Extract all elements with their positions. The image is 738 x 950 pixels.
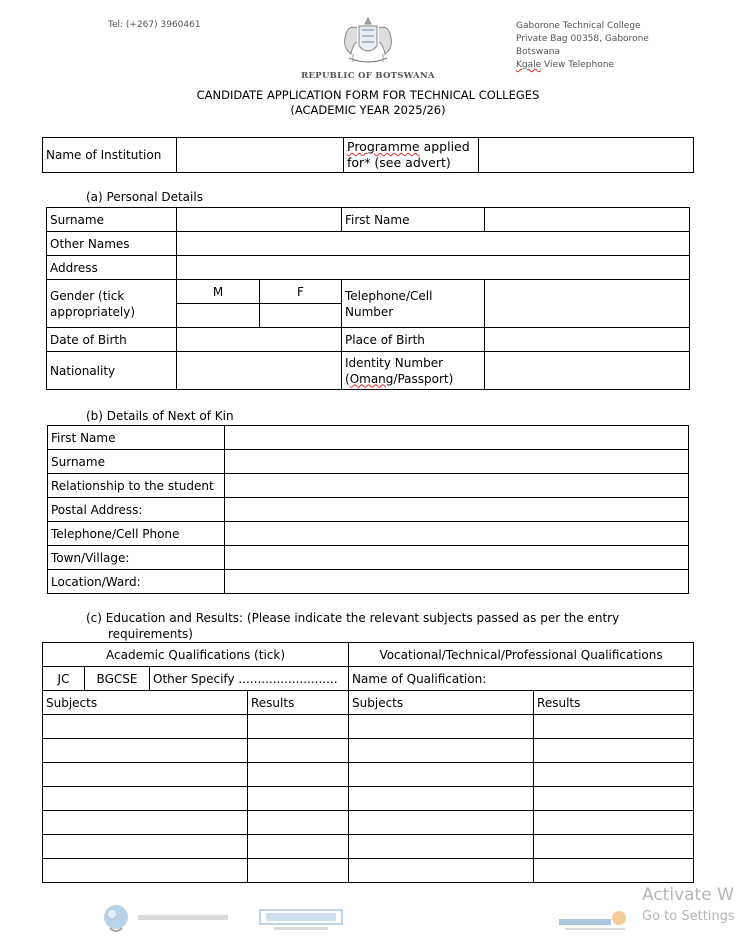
result-cell[interactable] [534, 715, 694, 739]
other-names-input[interactable] [177, 232, 690, 256]
subject-cell[interactable] [349, 787, 534, 811]
kin-town-input[interactable] [225, 546, 689, 570]
kin-postal-label: Postal Address: [48, 498, 225, 522]
result-cell[interactable] [534, 763, 694, 787]
vocational-subjects-header: Subjects [349, 691, 534, 715]
form-title: CANDIDATE APPLICATION FORM FOR TECHNICAL COLLEGES [196, 88, 540, 102]
pob-label: Place of Birth [342, 328, 485, 352]
table-row [43, 835, 694, 859]
institution-label: Name of Institution [43, 138, 177, 173]
subject-cell[interactable] [349, 835, 534, 859]
next-of-kin-heading: (b) Details of Next of Kin [86, 409, 234, 423]
dob-label: Date of Birth [47, 328, 177, 352]
table-row [43, 859, 694, 883]
activate-windows-watermark: Activate W [642, 885, 734, 905]
result-cell[interactable] [248, 715, 349, 739]
personal-details-heading: (a) Personal Details [86, 190, 203, 204]
identity-omang: Omang [349, 371, 394, 386]
table-row [43, 763, 694, 787]
programme-applied: applied [419, 139, 470, 154]
subject-cell[interactable] [349, 811, 534, 835]
result-cell[interactable] [248, 787, 349, 811]
result-cell[interactable] [534, 811, 694, 835]
gender-label-line2: appropriately) [50, 304, 136, 319]
education-table [42, 642, 694, 883]
jc-option[interactable]: JC [43, 667, 85, 691]
subject-cell[interactable] [349, 715, 534, 739]
telephone-line2: Number [345, 304, 394, 319]
telephone-label [342, 280, 485, 328]
vocational-results-header: Results [534, 691, 694, 715]
address-line-2: Private Bag 00358, Gaborone [516, 34, 649, 44]
next-of-kin-table [47, 425, 689, 594]
result-cell[interactable] [248, 811, 349, 835]
academic-results-header: Results [248, 691, 349, 715]
vision-logo-icon [258, 908, 344, 934]
gender-male-tick[interactable] [177, 304, 260, 328]
programme-word: Programme [347, 139, 420, 154]
kin-location-label: Location/Ward: [48, 570, 225, 594]
kin-telephone-label: Telephone/Cell Phone [48, 522, 225, 546]
institution-input[interactable] [177, 138, 344, 173]
subject-cell[interactable] [43, 715, 248, 739]
address-label: Address [47, 256, 177, 280]
kin-first-name-input[interactable] [225, 426, 689, 450]
kin-postal-input[interactable] [225, 498, 689, 522]
republic-label: REPUBLIC OF BOTSWANA [301, 71, 435, 81]
go-to-settings-watermark[interactable]: Go to Settings [642, 909, 735, 924]
header-telephone: Tel: (+267) 3960461 [108, 20, 201, 30]
identity-passport: /Passport) [393, 371, 454, 386]
identity-line1: Identity Number [345, 355, 444, 370]
pob-input[interactable] [485, 328, 690, 352]
coat-of-arms-icon [335, 14, 401, 68]
form-subtitle: (ACADEMIC YEAR 2025/26) [290, 103, 446, 117]
subject-cell[interactable] [43, 763, 248, 787]
personal-details-table [46, 207, 690, 390]
nationality-label: Nationality [47, 352, 177, 390]
gender-label-line1: Gender (tick [50, 288, 125, 303]
table-row [43, 811, 694, 835]
other-specify-option[interactable]: Other Specify .......................... [150, 667, 349, 691]
identity-input[interactable] [485, 352, 690, 390]
identity-label: Identity Number (Omang/Passport) [342, 352, 485, 390]
vocational-qualifications-header: Vocational/Technical/Professional Qualifications [349, 643, 694, 667]
ideas-bulb-logo-icon [98, 902, 238, 936]
other-names-label: Other Names [47, 232, 177, 256]
telephone-line1: Telephone/Cell [345, 288, 433, 303]
kin-telephone-input[interactable] [225, 522, 689, 546]
kin-relationship-input[interactable] [225, 474, 689, 498]
result-cell[interactable] [248, 835, 349, 859]
name-of-qualification-label: Name of Qualification: [349, 667, 694, 691]
education-heading [86, 610, 646, 642]
academic-subjects-header: Subjects [43, 691, 248, 715]
kin-surname-input[interactable] [225, 450, 689, 474]
gender-label [47, 280, 177, 328]
table-row [43, 715, 694, 739]
programme-see-advert: for* (see advert) [347, 155, 451, 170]
gender-female-tick[interactable] [260, 304, 342, 328]
subject-cell[interactable] [43, 859, 248, 883]
subject-cell[interactable] [43, 739, 248, 763]
result-cell[interactable] [534, 859, 694, 883]
subject-cell[interactable] [349, 763, 534, 787]
surname-label: Surname [47, 208, 177, 232]
result-cell[interactable] [534, 739, 694, 763]
result-cell[interactable] [534, 787, 694, 811]
botswana-logo-icon [555, 908, 637, 934]
education-heading-line1: (c) Education and Results: (Please indicate the relevant subjects passed as per the entry [86, 611, 620, 625]
address-line-4 [516, 59, 649, 72]
kin-relationship-label: Relationship to the student [48, 474, 225, 498]
result-cell[interactable] [248, 859, 349, 883]
address-input[interactable] [177, 256, 690, 280]
kin-first-name-label: First Name [48, 426, 225, 450]
subject-cell[interactable] [349, 859, 534, 883]
gender-male-label: M [177, 280, 260, 304]
academic-qualifications-header: Academic Qualifications (tick) [43, 643, 349, 667]
subject-cell[interactable] [349, 739, 534, 763]
gender-female-label: F [260, 280, 342, 304]
kin-town-label: Town/Village: [48, 546, 225, 570]
subject-cell[interactable] [43, 835, 248, 859]
table-row [43, 739, 694, 763]
kin-location-input[interactable] [225, 570, 689, 594]
dob-input[interactable] [177, 328, 342, 352]
bgcse-option[interactable]: BGCSE [85, 667, 150, 691]
telephone-input[interactable] [485, 280, 690, 328]
table-row [43, 787, 694, 811]
address-view-telephone: View Telephone [541, 60, 614, 70]
nationality-input[interactable] [177, 352, 342, 390]
result-cell[interactable] [248, 763, 349, 787]
first-name-input[interactable] [485, 208, 690, 232]
kin-surname-label: Surname [48, 450, 225, 474]
institution-table [42, 137, 694, 173]
first-name-label: First Name [342, 208, 485, 232]
address-line-1: Gaborone Technical College [516, 21, 641, 31]
subject-cell[interactable] [43, 811, 248, 835]
result-cell[interactable] [534, 835, 694, 859]
college-address [516, 20, 649, 72]
address-line-3: Botswana [516, 47, 560, 57]
programme-input[interactable] [479, 138, 694, 173]
programme-label [344, 138, 479, 173]
address-kgale: Kgale [516, 60, 542, 70]
subject-cell[interactable] [43, 787, 248, 811]
result-cell[interactable] [248, 739, 349, 763]
education-heading-line2: requirements) [108, 627, 193, 641]
surname-input[interactable] [177, 208, 342, 232]
